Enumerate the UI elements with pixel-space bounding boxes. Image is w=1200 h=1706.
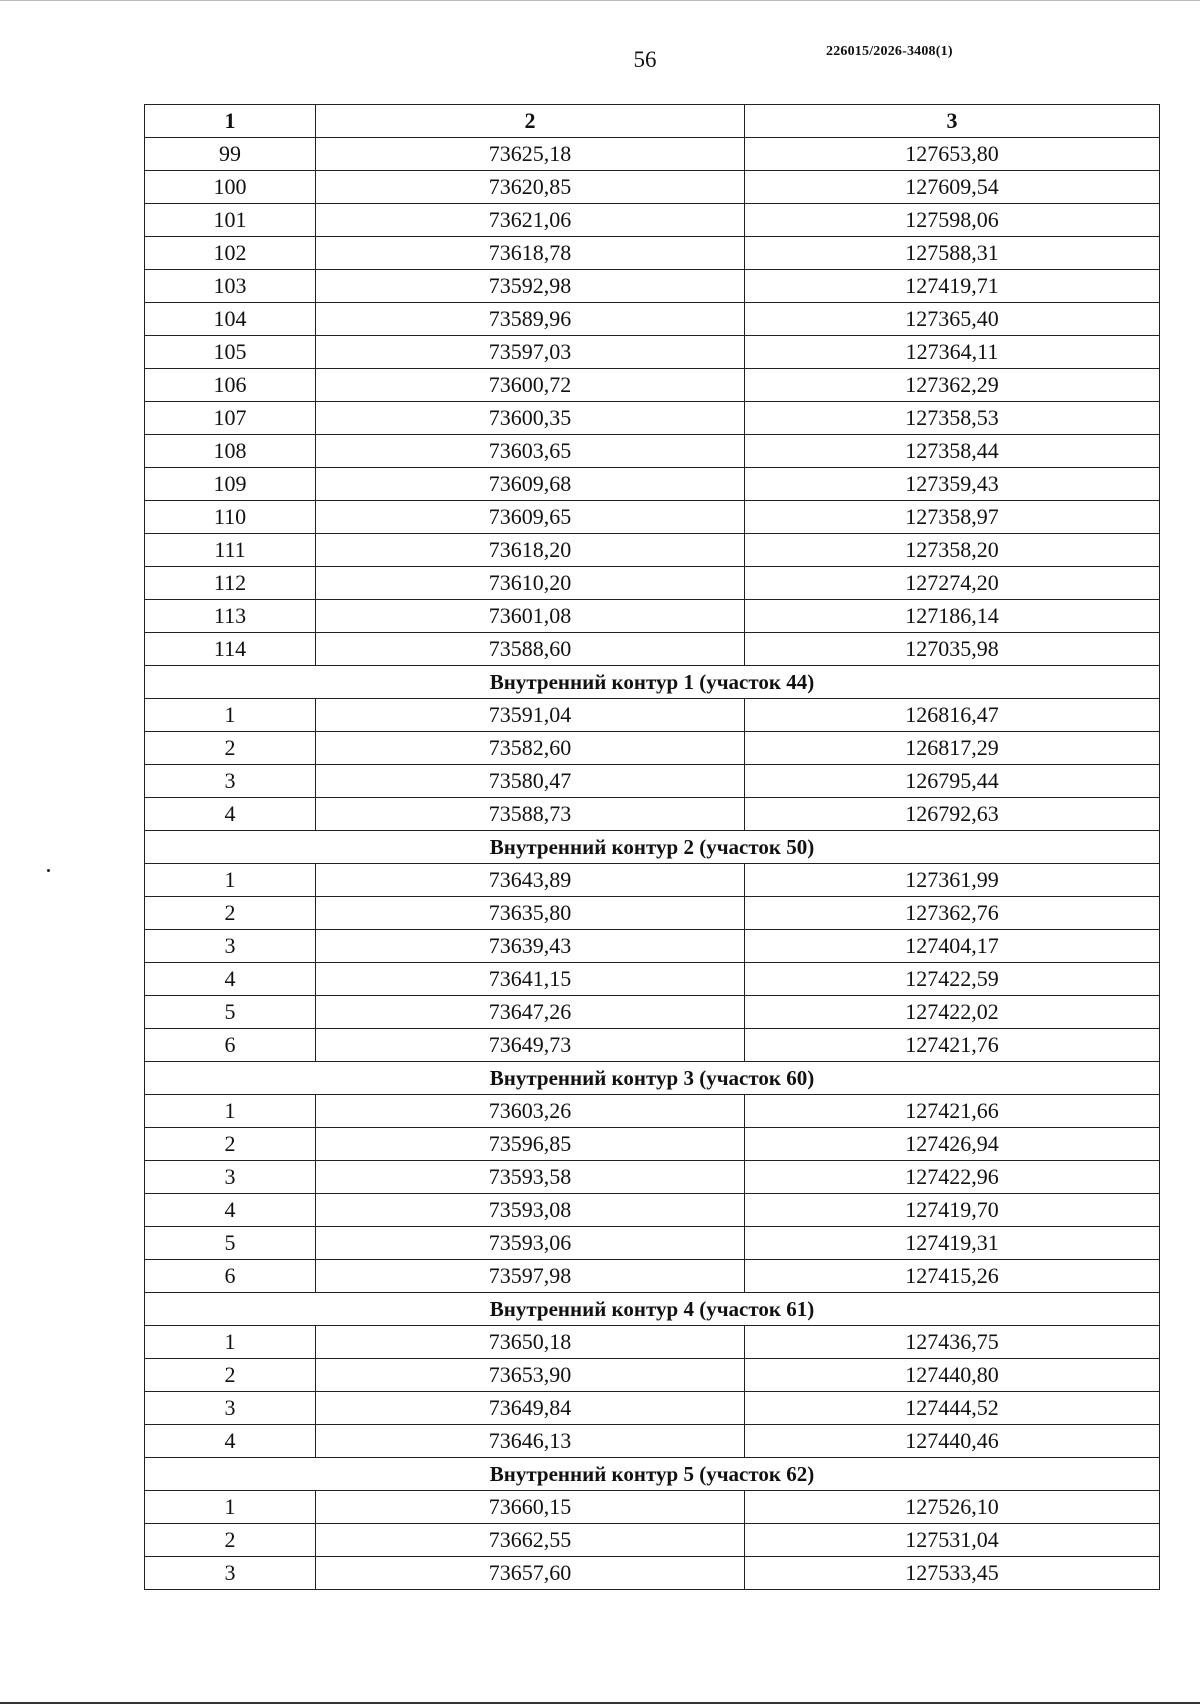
top-rule — [0, 0, 1200, 1]
table-row — [145, 963, 1160, 996]
point-number-cell: 1 — [145, 699, 316, 732]
point-number-cell: 4 — [145, 963, 316, 996]
x-coordinate-cell: 73662,55 — [316, 1524, 745, 1557]
section-title: Внутренний контур 3 (участок 60) — [145, 1062, 1160, 1095]
x-coordinate-cell: 73593,08 — [316, 1194, 745, 1227]
document-code: 226015/2026-3408(1) — [826, 44, 953, 59]
x-coordinate-cell: 73588,73 — [316, 798, 745, 831]
x-coordinate-cell: 73649,84 — [316, 1392, 745, 1425]
x-coordinate-cell: 73639,43 — [316, 930, 745, 963]
table-row — [145, 303, 1160, 336]
table-row — [145, 1326, 1160, 1359]
point-number-cell: 110 — [145, 501, 316, 534]
table-row — [145, 798, 1160, 831]
y-coordinate-cell: 127274,20 — [745, 567, 1160, 600]
y-coordinate-cell: 127035,98 — [745, 633, 1160, 666]
section-row — [145, 1062, 1160, 1095]
y-coordinate-cell: 127531,04 — [745, 1524, 1160, 1557]
y-coordinate-cell: 126792,63 — [745, 798, 1160, 831]
y-coordinate-cell: 127358,20 — [745, 534, 1160, 567]
x-coordinate-cell: 73597,03 — [316, 336, 745, 369]
table-row — [145, 1524, 1160, 1557]
x-coordinate-cell: 73592,98 — [316, 270, 745, 303]
point-number-cell: 2 — [145, 732, 316, 765]
point-number-cell: 111 — [145, 534, 316, 567]
y-coordinate-cell: 127588,31 — [745, 237, 1160, 270]
y-coordinate-cell: 127440,80 — [745, 1359, 1160, 1392]
y-coordinate-cell: 127419,70 — [745, 1194, 1160, 1227]
point-number-cell: 3 — [145, 1161, 316, 1194]
x-coordinate-cell: 73653,90 — [316, 1359, 745, 1392]
section-title: Внутренний контур 5 (участок 62) — [145, 1458, 1160, 1491]
x-coordinate-cell: 73618,78 — [316, 237, 745, 270]
table-row — [145, 1425, 1160, 1458]
y-coordinate-cell: 126816,47 — [745, 699, 1160, 732]
y-coordinate-cell: 127421,66 — [745, 1095, 1160, 1128]
y-coordinate-cell: 127533,45 — [745, 1557, 1160, 1590]
point-number-cell: 105 — [145, 336, 316, 369]
point-number-cell: 113 — [145, 600, 316, 633]
y-coordinate-cell: 127358,53 — [745, 402, 1160, 435]
point-number-cell: 5 — [145, 1227, 316, 1260]
table-row — [145, 501, 1160, 534]
y-coordinate-cell: 127358,97 — [745, 501, 1160, 534]
table-row — [145, 1392, 1160, 1425]
point-number-cell: 2 — [145, 897, 316, 930]
x-coordinate-cell: 73625,18 — [316, 138, 745, 171]
x-coordinate-cell: 73600,35 — [316, 402, 745, 435]
y-coordinate-cell: 127358,44 — [745, 435, 1160, 468]
point-number-cell: 112 — [145, 567, 316, 600]
point-number-cell: 4 — [145, 1425, 316, 1458]
column-header-y: 3 — [745, 105, 1160, 138]
table-row — [145, 171, 1160, 204]
y-coordinate-cell: 127609,54 — [745, 171, 1160, 204]
x-coordinate-cell: 73649,73 — [316, 1029, 745, 1062]
x-coordinate-cell: 73646,13 — [316, 1425, 745, 1458]
y-coordinate-cell: 127364,11 — [745, 336, 1160, 369]
column-header-x: 2 — [316, 105, 745, 138]
table-row — [145, 1095, 1160, 1128]
point-number-cell: 3 — [145, 765, 316, 798]
y-coordinate-cell: 127598,06 — [745, 204, 1160, 237]
y-coordinate-cell: 127436,75 — [745, 1326, 1160, 1359]
point-number-cell: 3 — [145, 930, 316, 963]
point-number-cell: 109 — [145, 468, 316, 501]
y-coordinate-cell: 127444,52 — [745, 1392, 1160, 1425]
x-coordinate-cell: 73593,06 — [316, 1227, 745, 1260]
table-row — [145, 897, 1160, 930]
table-row — [145, 1227, 1160, 1260]
y-coordinate-cell: 127421,76 — [745, 1029, 1160, 1062]
y-coordinate-cell: 127422,96 — [745, 1161, 1160, 1194]
point-number-cell: 2 — [145, 1128, 316, 1161]
x-coordinate-cell: 73593,58 — [316, 1161, 745, 1194]
y-coordinate-cell: 127440,46 — [745, 1425, 1160, 1458]
point-number-cell: 6 — [145, 1260, 316, 1293]
table-row — [145, 633, 1160, 666]
point-number-cell: 101 — [145, 204, 316, 237]
table-row — [145, 765, 1160, 798]
x-coordinate-cell: 73610,20 — [316, 567, 745, 600]
point-number-cell: 2 — [145, 1359, 316, 1392]
table-row — [145, 930, 1160, 963]
coordinates-table — [144, 104, 1160, 1590]
header-row — [145, 105, 1160, 138]
table-row — [145, 1359, 1160, 1392]
table-row — [145, 1491, 1160, 1524]
x-coordinate-cell: 73603,65 — [316, 435, 745, 468]
point-number-cell: 1 — [145, 1491, 316, 1524]
point-number-cell: 107 — [145, 402, 316, 435]
x-coordinate-cell: 73596,85 — [316, 1128, 745, 1161]
table-header — [145, 105, 1160, 138]
section-row — [145, 1293, 1160, 1326]
y-coordinate-cell: 126817,29 — [745, 732, 1160, 765]
y-coordinate-cell: 127362,76 — [745, 897, 1160, 930]
table-row — [145, 1194, 1160, 1227]
y-coordinate-cell: 127359,43 — [745, 468, 1160, 501]
x-coordinate-cell: 73597,98 — [316, 1260, 745, 1293]
point-number-cell: 4 — [145, 798, 316, 831]
y-coordinate-cell: 127361,99 — [745, 864, 1160, 897]
table-row — [145, 402, 1160, 435]
table-row — [145, 1029, 1160, 1062]
point-number-cell: 6 — [145, 1029, 316, 1062]
table-row — [145, 1161, 1160, 1194]
point-number-cell: 3 — [145, 1557, 316, 1590]
point-number-cell: 1 — [145, 1095, 316, 1128]
table-body — [145, 138, 1160, 1590]
table-row — [145, 369, 1160, 402]
x-coordinate-cell: 73588,60 — [316, 633, 745, 666]
table-row — [145, 567, 1160, 600]
y-coordinate-cell: 127362,29 — [745, 369, 1160, 402]
x-coordinate-cell: 73647,26 — [316, 996, 745, 1029]
x-coordinate-cell: 73591,04 — [316, 699, 745, 732]
scan-speck — [47, 869, 50, 872]
column-header-point: 1 — [145, 105, 316, 138]
point-number-cell: 104 — [145, 303, 316, 336]
x-coordinate-cell: 73600,72 — [316, 369, 745, 402]
x-coordinate-cell: 73603,26 — [316, 1095, 745, 1128]
point-number-cell: 100 — [145, 171, 316, 204]
y-coordinate-cell: 127415,26 — [745, 1260, 1160, 1293]
table-row — [145, 138, 1160, 171]
table-row — [145, 600, 1160, 633]
point-number-cell: 99 — [145, 138, 316, 171]
x-coordinate-cell: 73657,60 — [316, 1557, 745, 1590]
point-number-cell: 2 — [145, 1524, 316, 1557]
table-row — [145, 864, 1160, 897]
point-number-cell: 108 — [145, 435, 316, 468]
x-coordinate-cell: 73660,15 — [316, 1491, 745, 1524]
y-coordinate-cell: 127526,10 — [745, 1491, 1160, 1524]
section-row — [145, 1458, 1160, 1491]
x-coordinate-cell: 73641,15 — [316, 963, 745, 996]
x-coordinate-cell: 73621,06 — [316, 204, 745, 237]
y-coordinate-cell: 127186,14 — [745, 600, 1160, 633]
y-coordinate-cell: 127365,40 — [745, 303, 1160, 336]
table-row — [145, 468, 1160, 501]
table-row — [145, 270, 1160, 303]
x-coordinate-cell: 73620,85 — [316, 171, 745, 204]
table-row — [145, 534, 1160, 567]
table-row — [145, 1557, 1160, 1590]
point-number-cell: 114 — [145, 633, 316, 666]
table-row — [145, 1128, 1160, 1161]
table-row — [145, 699, 1160, 732]
point-number-cell: 3 — [145, 1392, 316, 1425]
y-coordinate-cell: 127426,94 — [745, 1128, 1160, 1161]
x-coordinate-cell: 73643,89 — [316, 864, 745, 897]
table-row — [145, 732, 1160, 765]
table-row — [145, 1260, 1160, 1293]
table-row — [145, 996, 1160, 1029]
point-number-cell: 106 — [145, 369, 316, 402]
point-number-cell: 5 — [145, 996, 316, 1029]
table-row — [145, 435, 1160, 468]
y-coordinate-cell: 127404,17 — [745, 930, 1160, 963]
point-number-cell: 4 — [145, 1194, 316, 1227]
section-title: Внутренний контур 4 (участок 61) — [145, 1293, 1160, 1326]
section-row — [145, 666, 1160, 699]
point-number-cell: 1 — [145, 1326, 316, 1359]
point-number-cell: 102 — [145, 237, 316, 270]
section-title: Внутренний контур 2 (участок 50) — [145, 831, 1160, 864]
point-number-cell: 103 — [145, 270, 316, 303]
page-number: 56 — [633, 47, 657, 72]
x-coordinate-cell: 73580,47 — [316, 765, 745, 798]
section-row — [145, 831, 1160, 864]
x-coordinate-cell: 73618,20 — [316, 534, 745, 567]
x-coordinate-cell: 73650,18 — [316, 1326, 745, 1359]
x-coordinate-cell: 73589,96 — [316, 303, 745, 336]
y-coordinate-cell: 127422,02 — [745, 996, 1160, 1029]
x-coordinate-cell: 73609,68 — [316, 468, 745, 501]
table-row — [145, 237, 1160, 270]
y-coordinate-cell: 127653,80 — [745, 138, 1160, 171]
table-row — [145, 336, 1160, 369]
y-coordinate-cell: 126795,44 — [745, 765, 1160, 798]
table-row — [145, 204, 1160, 237]
section-title: Внутренний контур 1 (участок 44) — [145, 666, 1160, 699]
y-coordinate-cell: 127419,31 — [745, 1227, 1160, 1260]
x-coordinate-cell: 73609,65 — [316, 501, 745, 534]
x-coordinate-cell: 73635,80 — [316, 897, 745, 930]
x-coordinate-cell: 73582,60 — [316, 732, 745, 765]
bottom-rule — [0, 1702, 1200, 1704]
point-number-cell: 1 — [145, 864, 316, 897]
x-coordinate-cell: 73601,08 — [316, 600, 745, 633]
y-coordinate-cell: 127422,59 — [745, 963, 1160, 996]
y-coordinate-cell: 127419,71 — [745, 270, 1160, 303]
